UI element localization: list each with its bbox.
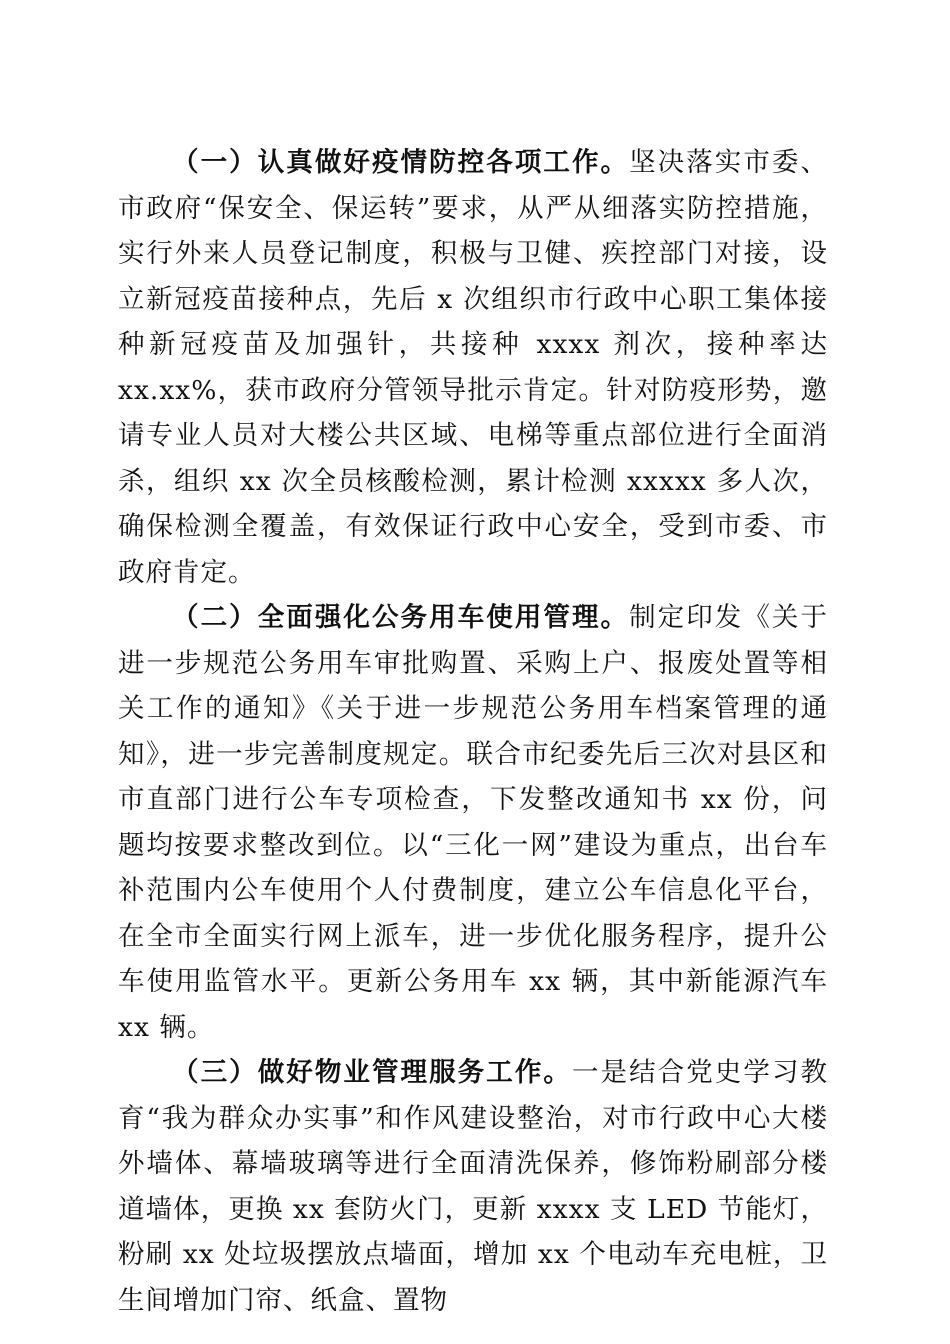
paragraph-heading: （一）认真做好疫情防控各项工作。 [172, 147, 630, 178]
paragraph-heading: （三）做好物业管理服务工作。 [172, 1057, 572, 1088]
paragraph-body: 制定印发《关于进一步规范公务用车审批购置、采购上户、报废处置等相关工作的通知》《关于进一步规范公务用车档案管理的通知》，进一步完善制度规定。联合市纪委先后三次对县区和市直部门进行公车专项检查，下发整改通知书 xx 份，问题均按要求整改到位。以“三化一网”建设为重点，出台车补范围内公车使用个人付费制度，建立公车信息化平台，在全市全面实行网上派车，进一步优化服务程序，提升公车使用监管水平。更新公务用车 xx 辆，其中新能源汽车 xx 辆。 [118, 602, 829, 1043]
paragraph-epidemic-prevention [118, 140, 828, 595]
paragraph-body: 坚决落实市委、市政府“保安全、保运转”要求，从严从细落实防控措施，实行外来人员登记制度，积极与卫健、疾控部门对接，设立新冠疫苗接种点，先后 x 次组织市行政中心职工集体接种新冠疫苗及加强针，共接种 xxxx 剂次，接种率达 xx.xx%，获市政府分管领导批示肯定。针对防疫形势，邀请专业人员对大楼公共区域、电梯等重点部位进行全面消杀，组织 xx 次全员核酸检测，累计检测 xxxxx 多人次，确保检测全覆盖，有效保证行政中心安全，受到市委、市政府肯定。 [118, 147, 829, 588]
paragraph-official-vehicles [118, 595, 828, 1050]
paragraph-heading: （二）全面强化公务用车使用管理。 [172, 602, 630, 633]
paragraph-body: 一是结合党史学习教育“我为群众办实事”和作风建设整治，对市行政中心大楼外墙体、幕墙玻璃等进行全面清洗保养，修饰粉刷部分楼道墙体，更换 xx 套防火门，更新 xxxx 支 LED 节能灯，粉刷 xx 处垃圾摆放点墙面，增加 xx 个电动车充电桩，卫生间增加门帘、纸盒、置物 [118, 1057, 829, 1316]
document-page [118, 140, 828, 1323]
paragraph-property-management [118, 1050, 828, 1323]
